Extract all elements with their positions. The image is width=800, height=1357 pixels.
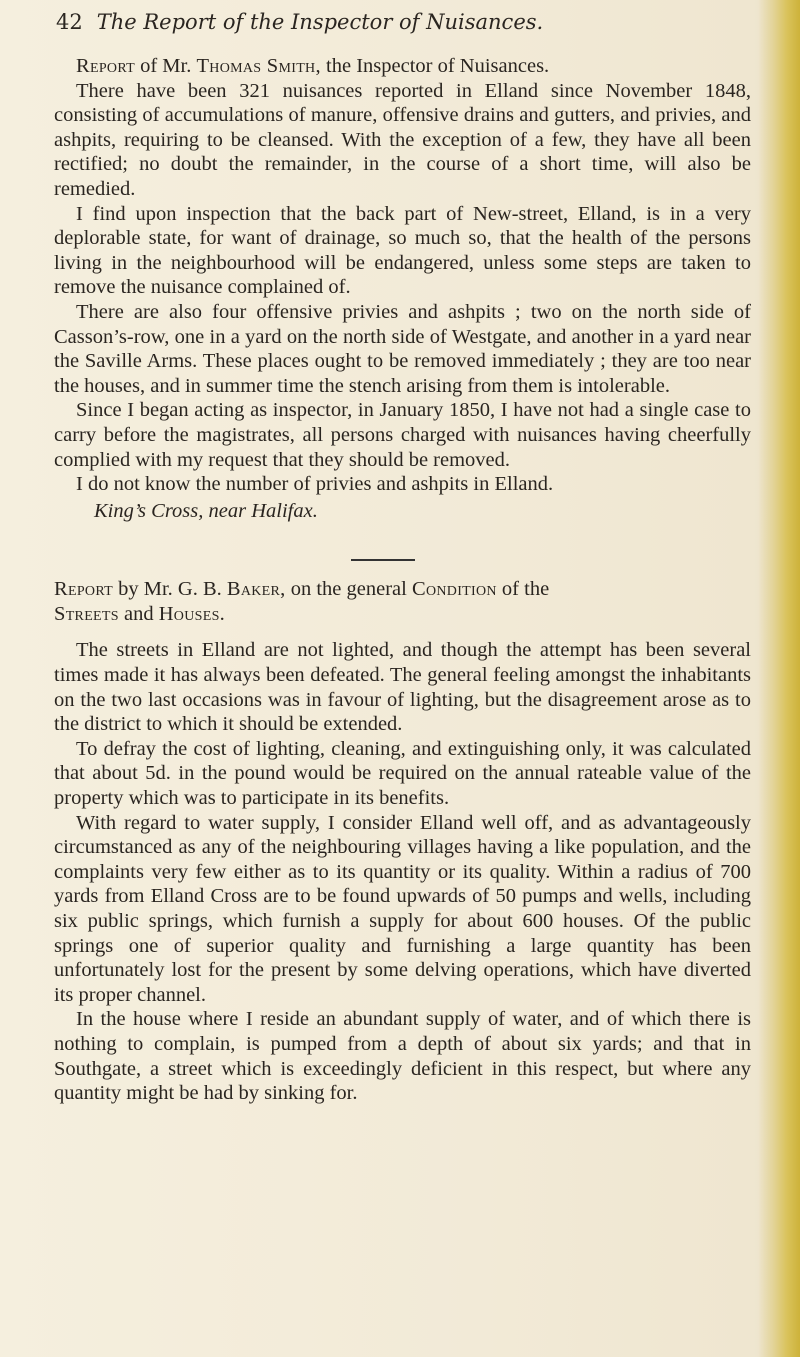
- heading-of-the: of the: [501, 578, 550, 601]
- paragraph: I do not know the number of privies and ashpits in Elland.: [76, 473, 554, 496]
- paragraph: To defray the cost of lighting, cleaning, and extinguishing only, it was calculated that about 5d. in the pound would be required on the annual rateable value of the property which was to participate in its benefits.: [54, 737, 751, 810]
- section-divider: [351, 559, 415, 561]
- heading-and: and: [123, 602, 154, 625]
- running-head: [56, 10, 543, 34]
- paragraph: The streets in Elland are not lighted, and though the attempt has been several times made it has always been defeated. The general feeling amongst the inhabitants on the two last occasions was in favour of lighting, but the disagreement arose as to the district to which it should be extended.: [54, 639, 751, 736]
- heading-condition: Condition: [411, 578, 497, 601]
- page-edge-stain: [758, 0, 800, 1357]
- paragraph: There are also four offensive privies and ashpits ; two on the north side of Casson’s-row, one in a yard on the north side of Westgate, and another in a yard near the Saville Arms. These places ought to be removed immediately ; they are too near the houses, and in summer time the stench arising from them is intolerable.: [54, 300, 751, 397]
- heading-streets: Streets: [54, 602, 119, 625]
- page-number: 42: [56, 10, 83, 34]
- heading-houses: Houses.: [158, 602, 226, 625]
- heading-name: Thomas Smith,: [196, 55, 321, 77]
- paragraph: Since I began acting as inspector, in January 1850, I have not had a single case to carry before the magistrates, all persons charged with nuisances having cheerfully complied with my request that they should be removed.: [54, 399, 751, 471]
- paragraph: In the house where I reside an abundant supply of water, and of which there is nothing to complain, is pumped from a depth of about six yards; and that in Southgate, a street which is exceedingly deficient in this respect, but where any quantity might be had by sinking for.: [54, 1008, 751, 1105]
- signoff-place: King’s Cross, near Halifax.: [94, 499, 318, 522]
- heading-word-report: Report: [54, 578, 113, 601]
- paragraph: I find upon inspection that the back part of New-street, Elland, is in a very deplorable state, for want of drainage, so much so, that the health of the persons living in the neighbourhood will be endangered, unless some steps are taken to remove the nuisance complained of.: [54, 202, 751, 299]
- baker-report-heading: [54, 577, 751, 602]
- heading-by: by Mr. G. B.: [118, 578, 222, 601]
- page-body: [54, 54, 751, 1106]
- heading-rest: the Inspector of Nuisances.: [326, 55, 550, 77]
- heading-word-report: Report: [76, 55, 135, 77]
- smith-report-heading: [54, 54, 751, 79]
- heading-on: on the general: [290, 578, 407, 601]
- running-title: The Report of the Inspector of Nuisances.: [96, 10, 544, 34]
- baker-report-heading-line2: [54, 602, 751, 627]
- paragraph: There have been 321 nuisances reported in Elland since November 1848, consisting of accumulations of manure, offensive drains and gutters, and privies, and ashpits, requiring to be cleansed. With the exception of a few, they have all been rectified; no doubt the remainder, in the course of a short time, will also be remedied.: [54, 79, 751, 200]
- heading-of-mr: of Mr.: [140, 55, 192, 77]
- paragraph: With regard to water supply, I consider Elland well off, and as advantageously circumstanced as any of the neighbouring villages having a like population, and the complaints very few either as to its quantity or its quality. Within a radius of 700 yards from Elland Cross are to be found upwards of 50 pumps and wells, including six public springs, which furnish a supply for about 600 houses. Of the public springs one of superior quality and furnishing a large quantity has been unfortunately lost for the present by some delving operations, which have diverted its proper channel.: [54, 811, 751, 1006]
- heading-name: Baker,: [226, 578, 286, 601]
